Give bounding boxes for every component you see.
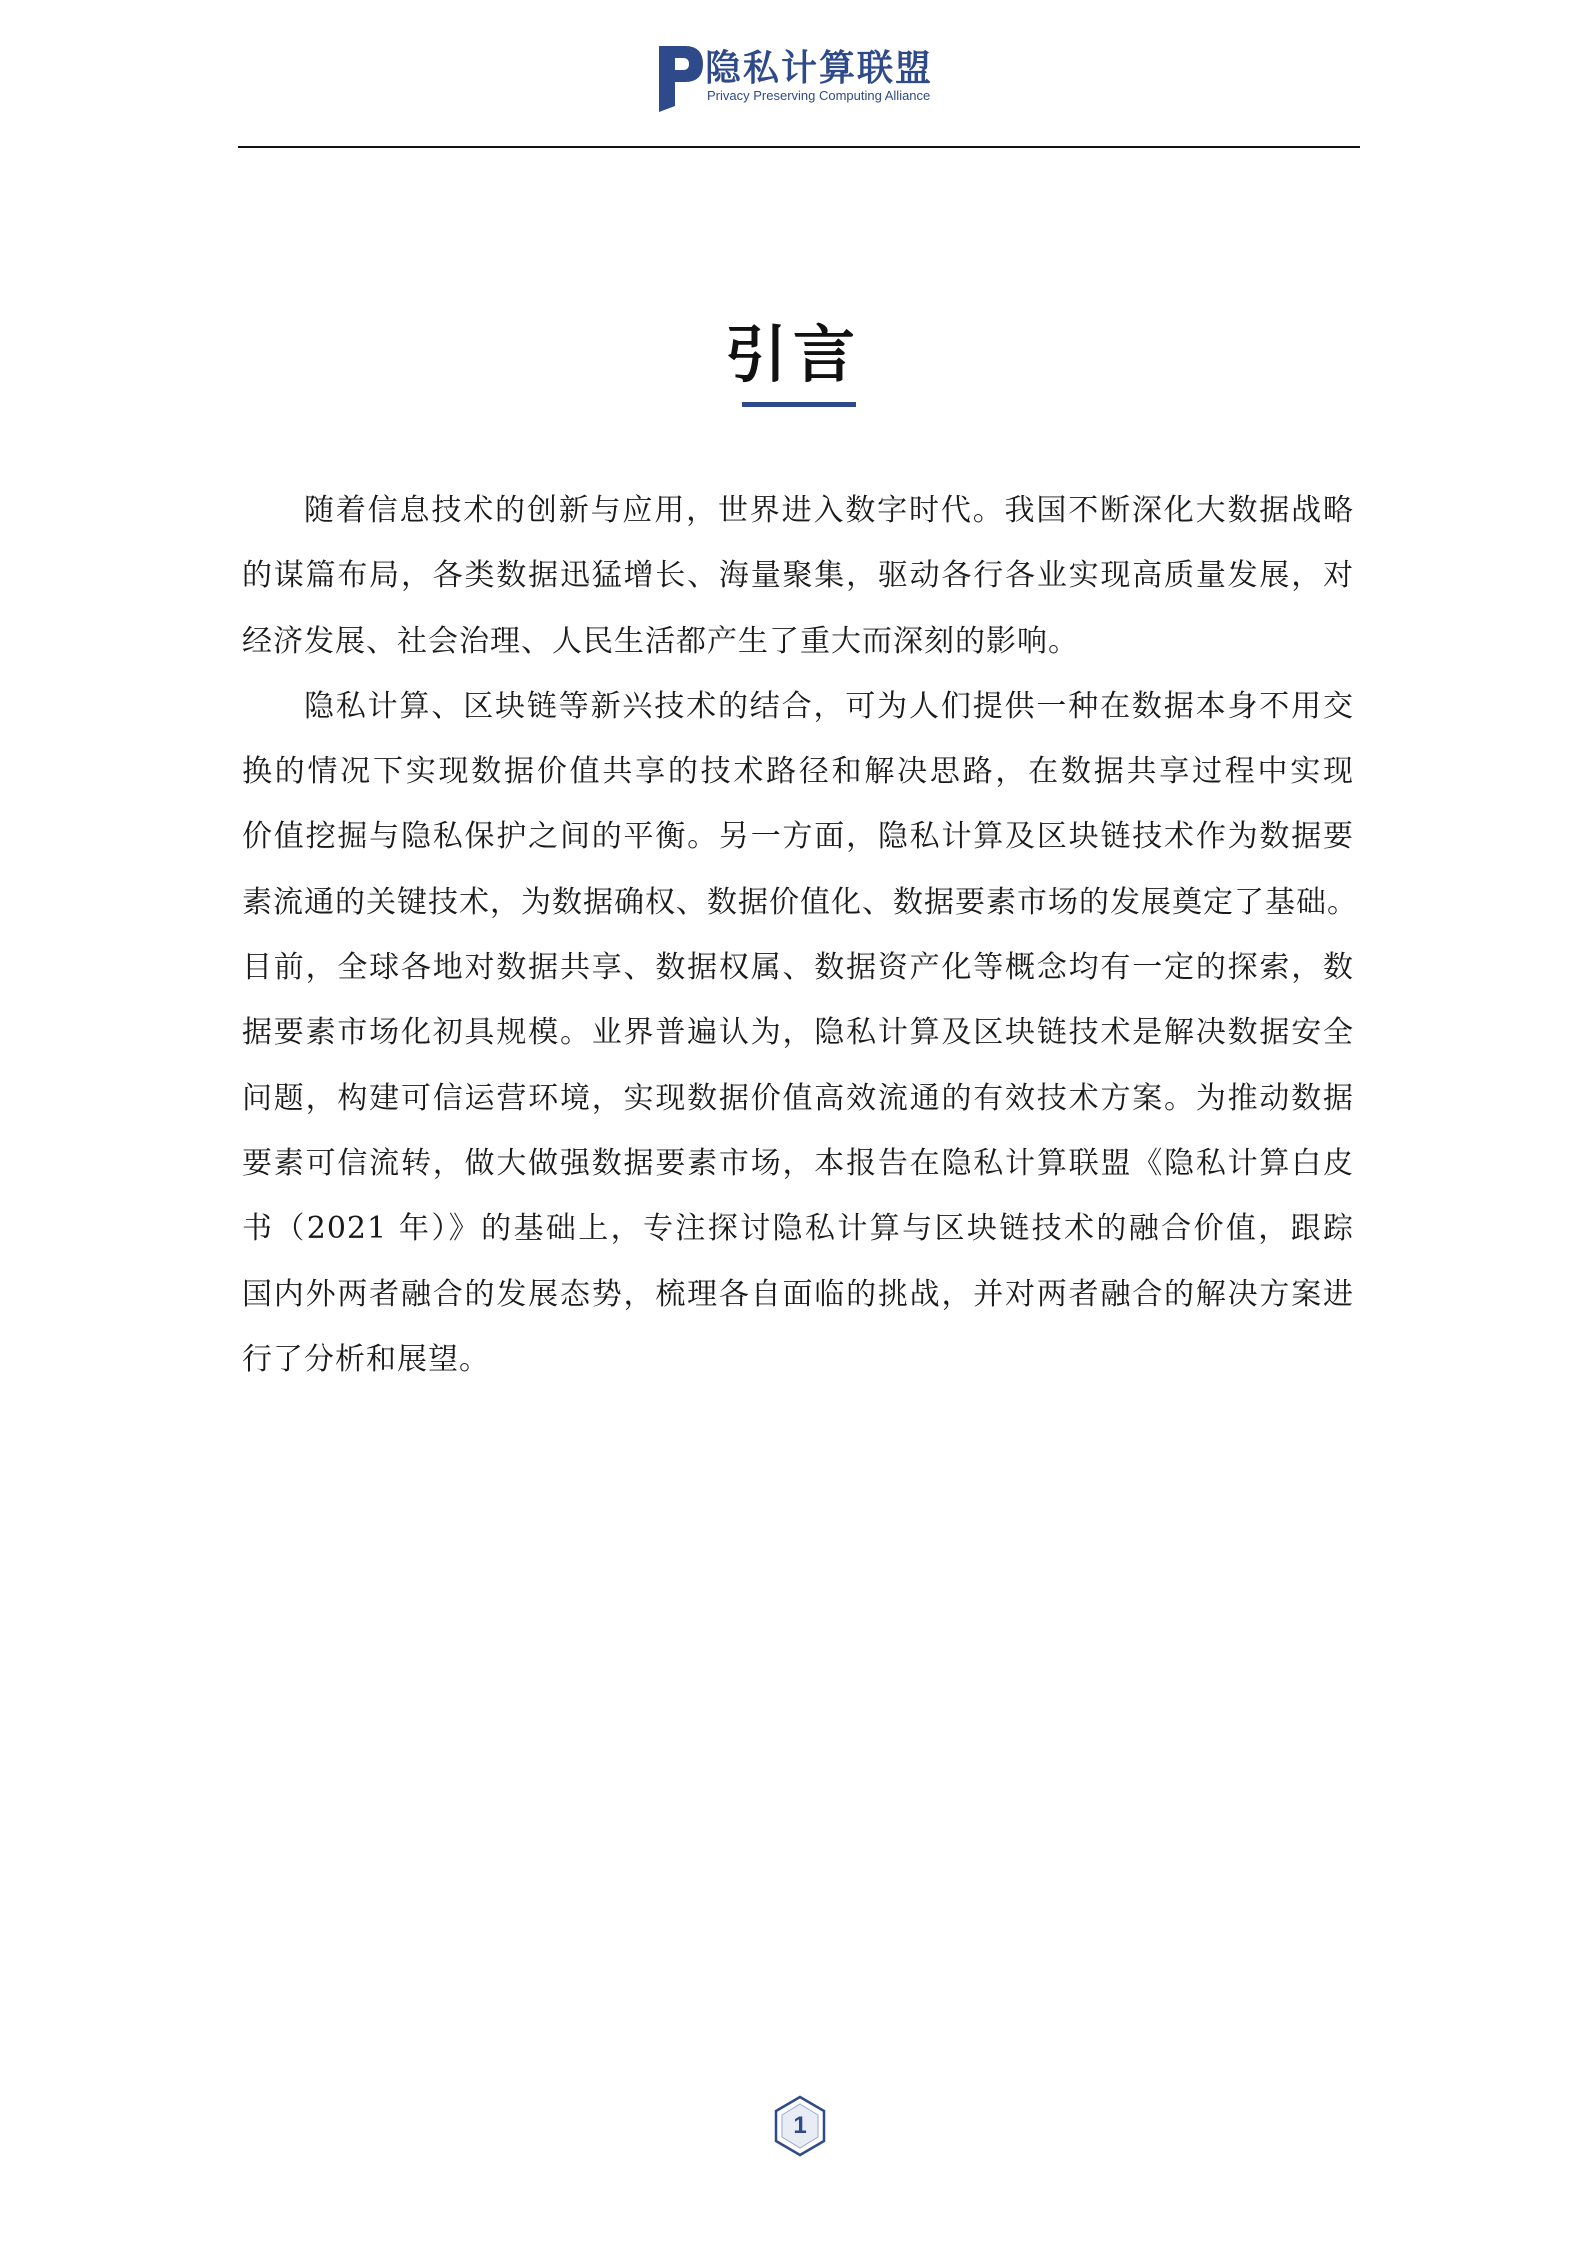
logo-chinese-name: 隐私计算联盟 [705,48,934,89]
text-line: 书（2021 年）》的基础上，专注探讨隐私计算与区块链技术的融合价值，跟踪 [242,1211,1354,1247]
text-line: 素流通的关键技术，为数据确权、数据价值化、数据要素市场的发展奠定了基础。 [242,884,1358,920]
text-line: 价值挖掘与隐私保护之间的平衡。另一方面，隐私计算及区块链技术作为数据要 [242,819,1354,855]
text-line: 要素可信流转，做大做强数据要素市场，本报告在隐私计算联盟《隐私计算白皮 [242,1145,1354,1181]
p-logo-icon [655,40,707,112]
text-line: 经济发展、社会治理、人民生活都产生了重大而深刻的影响。 [242,623,1079,659]
page-title: 引言 [724,318,861,391]
body-text [242,478,1358,1392]
text-line: 行了分析和展望。 [242,1341,490,1377]
page-number-badge [773,2095,827,2157]
text-line: 国内外两者融合的发展态势，梳理各自面临的挑战，并对两者融合的解决方案进 [242,1276,1354,1312]
text-line: 目前，全球各地对数据共享、数据权属、数据资产化等概念均有一定的探索，数 [242,950,1354,986]
logo-english-name: Privacy Preserving Computing Alliance [707,88,931,103]
text-line: 隐私计算、区块链等新兴技术的结合，可为人们提供一种在数据本身不用交 [304,688,1354,724]
text-line: 据要素市场化初具规模。业界普遍认为，隐私计算及区块链技术是解决数据安全 [242,1015,1354,1051]
title-underline [742,402,856,407]
header-logo [655,38,945,112]
page-number: 1 [793,2112,807,2139]
text-line: 的谋篇布局，各类数据迅猛增长、海量聚集，驱动各行各业实现高质量发展，对 [242,558,1354,594]
text-line: 问题，构建可信运营环境，实现数据价值高效流通的有效技术方案。为推动数据 [242,1080,1354,1116]
text-line: 换的情况下实现数据价值共享的技术路径和解决思路，在数据共享过程中实现 [242,754,1354,790]
header-divider [238,146,1360,148]
text-line: 随着信息技术的创新与应用，世界进入数字时代。我国不断深化大数据战略 [304,493,1354,528]
